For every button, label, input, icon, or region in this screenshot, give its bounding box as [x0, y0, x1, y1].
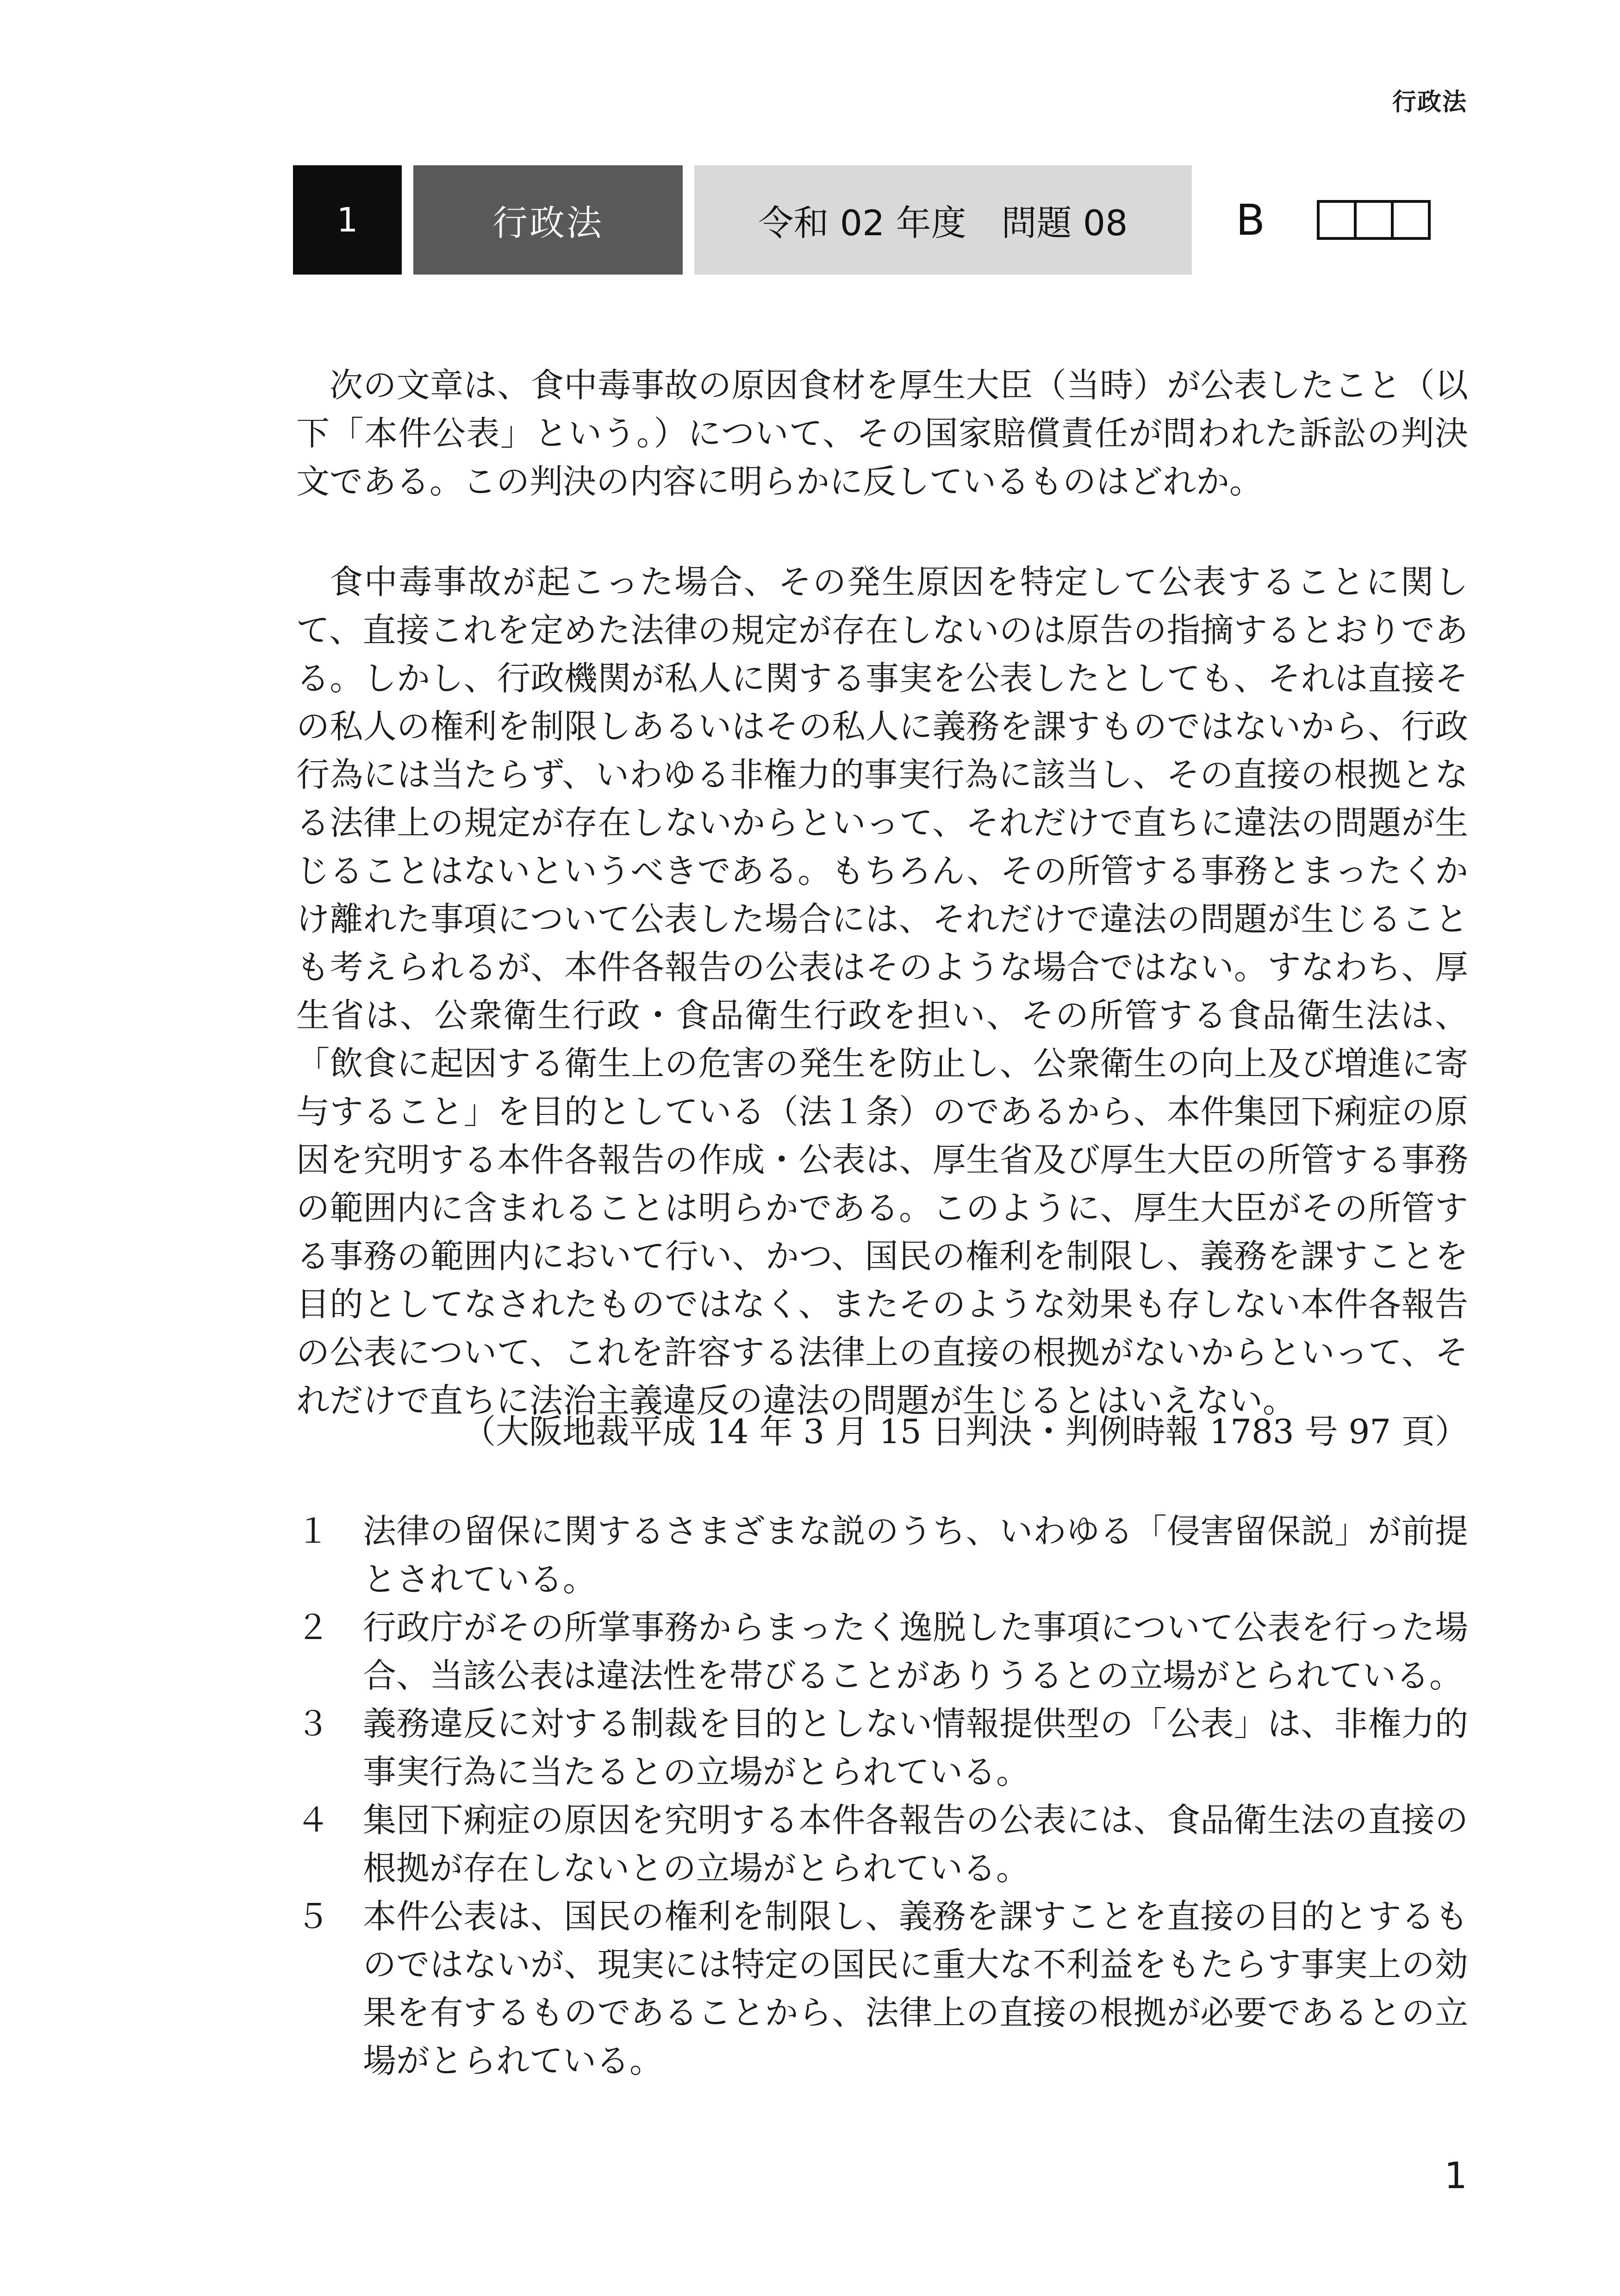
checkbox-3[interactable] — [1391, 200, 1431, 240]
subject-label: 行政法 — [492, 202, 604, 244]
choice-5 — [296, 1892, 1468, 2085]
question-number-box — [293, 165, 402, 275]
choice-text: 義務違反に対する制裁を目的としない情報提供型の「公表」は、非権力的事実行為に当たるとの立場がとられている。 — [363, 1704, 1468, 1791]
question-intro-block — [296, 361, 1468, 506]
choice-2 — [296, 1603, 1468, 1700]
difficulty-rank: B — [1236, 195, 1265, 245]
answer-choices — [296, 1507, 1468, 2085]
running-header-title: 行政法 — [1392, 88, 1467, 116]
checkbox-2[interactable] — [1354, 200, 1394, 240]
choice-number: ３ — [296, 1704, 330, 1743]
question-intro: 次の文章は、食中毒事故の原因食材を厚生大臣（当時）が公表したこと（以下「本件公表」という。）について、その国家賠償責任が問われた訴訟の判決文である。この判決の内容に明らかに反しているものはどれか。 — [296, 366, 1468, 501]
choice-text: 行政庁がその所掌事務からまったく逸脱した事項について公表を行った場合、当該公表は違法性を帯びることがありうるとの立場がとられている。 — [363, 1608, 1468, 1695]
choice-number: ２ — [296, 1608, 330, 1647]
choice-number: ５ — [296, 1897, 330, 1936]
question-reference: 令和 02 年度 問題 08 — [758, 202, 1128, 244]
check-boxes — [1317, 200, 1428, 240]
choice-number: １ — [296, 1512, 330, 1551]
page-number: 1 — [1444, 2155, 1467, 2197]
title-bar — [0, 0, 1620, 278]
checkbox-1[interactable] — [1317, 200, 1357, 240]
choice-text: 本件公表は、国民の権利を制限し、義務を課すことを直接の目的とするものではないが、現実には特定の国民に重大な不利益をもたらす事実上の効果を有するものであることから、法律上の直接の根拠が必要であるとの立場がとられている。 — [363, 1897, 1468, 2080]
question-reference-box — [694, 165, 1192, 275]
judgment-excerpt: 食中毒事故が起こった場合、その発生原因を特定して公表することに関して、直接これを定めた法律の規定が存在しないのは原告の指摘するとおりである。しかし、行政機関が私人に関する事実を公表したとしても、それは直接その私人の権利を制限しあるいはその私人に義務を課すものではないから、行政行為には当たらず、いわゆる非権力的事実行為に該当し、その直接の根拠となる法律上の規定が存在しないからといって、それだけで直ちに違法の問題が生じることはないというべきである。もちろん、その所管する事務とまったくかけ離れた事項について公表した場合には、それだけで違法の問題が生じることも考えられるが、本件各報告の公表はそのような場合ではない。すなわち、厚生省は、公衆衛生行政・食品衛生行政を担い、その所管する食品衛生法は、「飲食に起因する衛生上の危害の発生を防止し、公衆衛生の向上及び増進に寄与すること」を目的としている（法１条）のであるから、本件集団下痢症の原因を究明する本件各報告の作成・公表は、厚生省及び厚生大臣の所管する事務の範囲内に含まれることは明らかである。このように、厚生大臣がその所管する事務の範囲内において行い、かつ、国民の権利を制限し、義務を課すことを目的としてなされたものではなく、またそのような効果も存しない本件各報告の公表について、これを許容する法律上の直接の根拠がないからといって、それだけで直ちに法治主義違反の違法の問題が生じるとはいえない。 — [296, 563, 1468, 1420]
judgment-excerpt-block — [296, 558, 1468, 1425]
choice-4 — [296, 1796, 1468, 1892]
choice-1 — [296, 1507, 1468, 1603]
choice-text: 集団下痢症の原因を究明する本件各報告の公表には、食品衛生法の直接の根拠が存在しないとの立場がとられている。 — [363, 1801, 1468, 1888]
choice-text: 法律の留保に関するさまざまな説のうち、いわゆる「侵害留保説」が前提とされている。 — [363, 1512, 1468, 1599]
judgment-citation: （大阪地裁平成 14 年 3 月 15 日判決・判例時報 1783 号 97 頁） — [462, 1412, 1468, 1451]
question-number: 1 — [336, 200, 358, 239]
subject-box — [413, 165, 683, 275]
choice-3 — [296, 1700, 1468, 1796]
choice-number: ４ — [296, 1801, 330, 1839]
